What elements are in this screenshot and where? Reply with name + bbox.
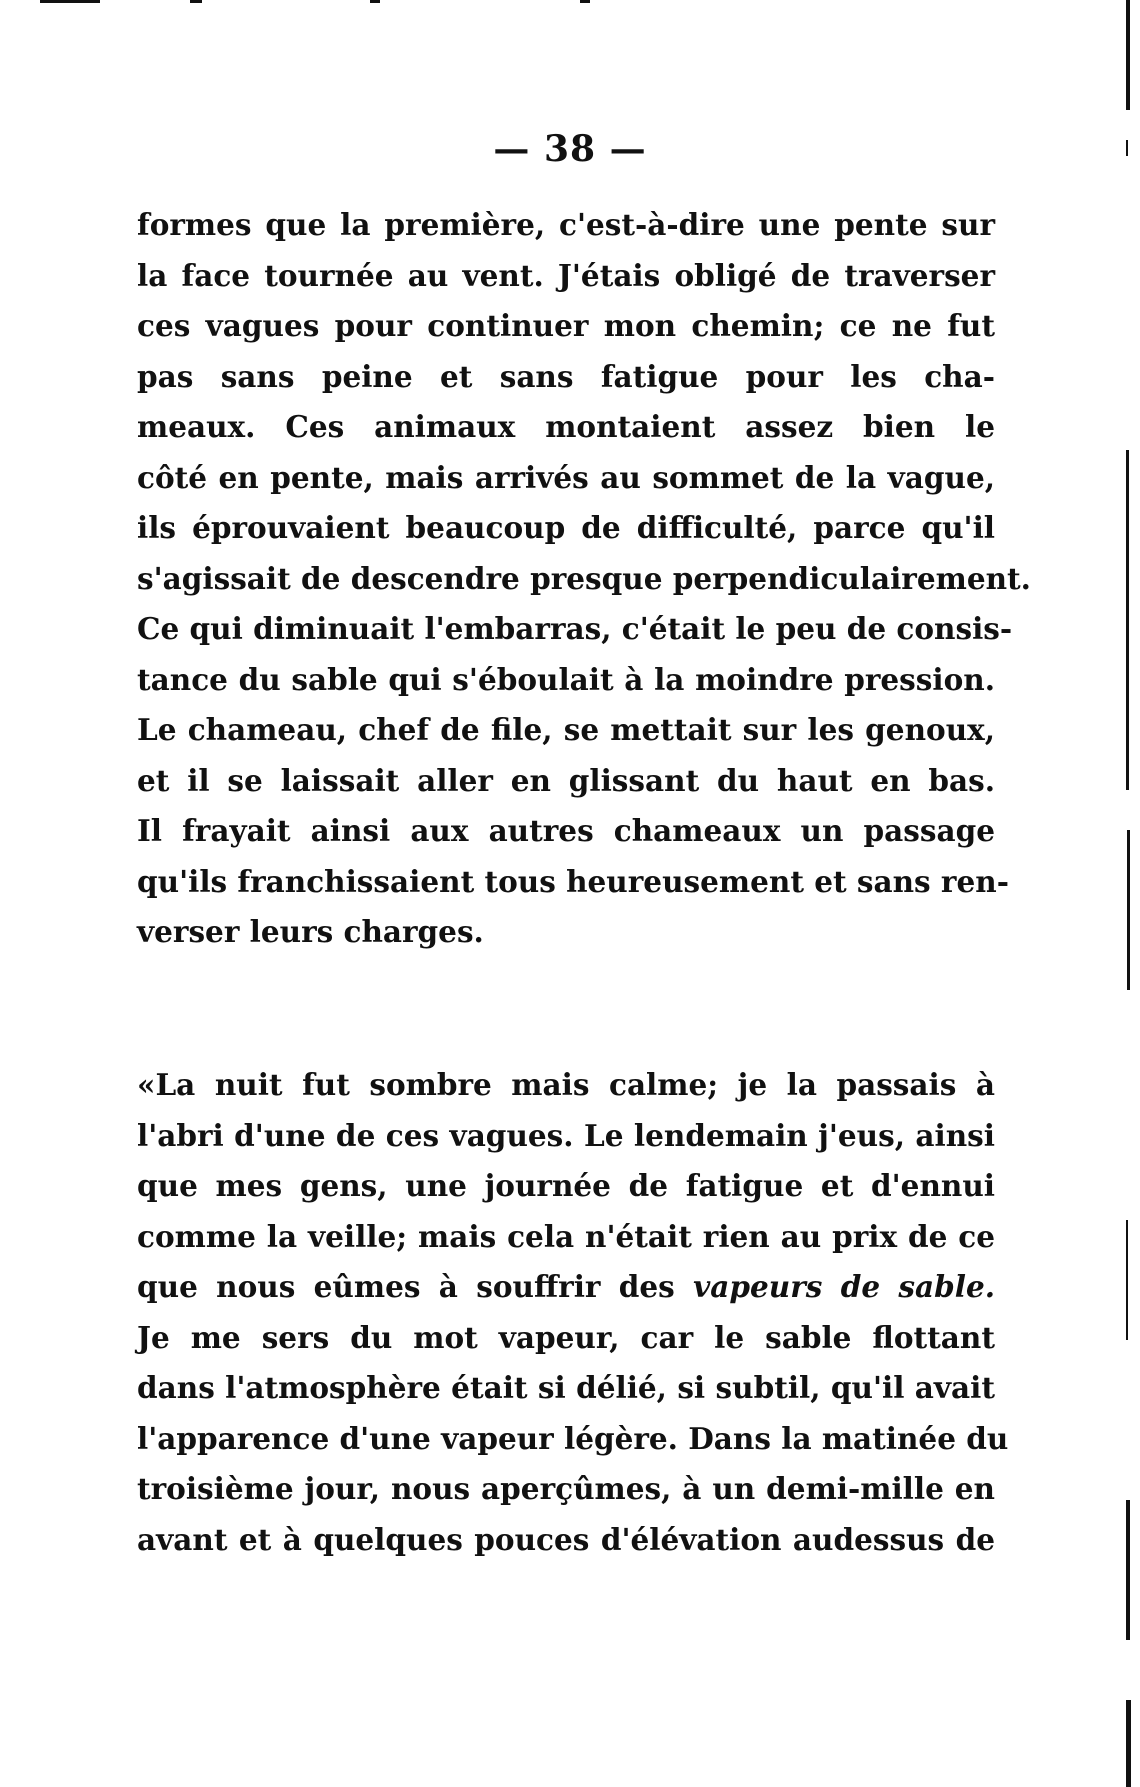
text-line: qu'ils franchissaient tous heureusement et sans ren-: [137, 863, 1009, 899]
page-edge-shadow: [1126, 1500, 1130, 1640]
text-line: la face tournée au vent. J'étais obligé de traverser: [137, 257, 995, 293]
text-line: pas sans peine et sans fatigue pour les cha-: [137, 358, 995, 394]
page-number: — 38 —: [493, 128, 647, 170]
text-line: s'agissait de descendre presque perpendiculairement.: [137, 560, 1031, 596]
text-line: Ce qui diminuait l'embarras, c'était le peu de consis-: [137, 611, 1013, 646]
text-line: comme la veille; mais cela n'était rien au prix de ce: [137, 1218, 995, 1254]
text-line: l'abri d'une de ces vagues. Le lendemain j'eus, ainsi: [137, 1117, 995, 1153]
text-line: que mes gens, une journée de fatigue et d'ennui: [137, 1168, 995, 1203]
text-line: l'apparence d'une vapeur légère. Dans la matinée du: [137, 1420, 1009, 1456]
text-line: Il frayait ainsi aux autres chameaux un passage: [137, 813, 995, 848]
text-line: formes que la première, c'est-à-dire une pente sur: [137, 207, 995, 242]
paragraph-1: [137, 200, 1031, 958]
text-line: côté en pente, mais arrivés au sommet de la vague,: [137, 459, 995, 495]
text-line: avant et à quelques pouces d'élévation audessus de: [137, 1521, 995, 1557]
text-line: et il se laissait aller en glissant du haut en bas.: [137, 762, 995, 798]
page-edge-shadow: [1126, 1220, 1128, 1340]
scan-artifacts-top: [40, 0, 740, 4]
text-line: tance du sable qui s'éboulait à la moindre pression.: [137, 661, 995, 697]
text-line: troisième jour, nous aperçûmes, à un demi-mille en: [137, 1471, 995, 1506]
text-line: ils éprouvaient beaucoup de difficulté, parce qu'il: [137, 510, 995, 545]
page-edge-shadow: [1126, 0, 1130, 110]
text-span: que nous eûmes à souffrir des: [137, 1269, 694, 1304]
text-line-with-italic: [137, 1262, 995, 1313]
text-line: dans l'atmosphère était si délié, si subtil, qu'il avait: [137, 1370, 995, 1405]
text-line: meaux. Ces animaux montaient assez bien le: [137, 409, 995, 444]
page-edge-shadow: [1126, 1700, 1131, 1787]
page-edge-shadow: [1126, 450, 1129, 790]
text-line: verser leurs charges.: [137, 914, 484, 949]
paragraph-2: [137, 1060, 1009, 1565]
text-line: Le chameau, chef de file, se mettait sur les genoux,: [137, 712, 995, 747]
text-line: «La nuit fut sombre mais calme; je la passais à: [137, 1067, 995, 1102]
italic-phrase: vapeurs de sable.: [693, 1269, 996, 1304]
text-line: Je me sers du mot vapeur, car le sable flottant: [137, 1319, 995, 1355]
page-edge-shadow: [1127, 830, 1130, 990]
text-line: ces vagues pour continuer mon chemin; ce ne fut: [137, 308, 995, 343]
